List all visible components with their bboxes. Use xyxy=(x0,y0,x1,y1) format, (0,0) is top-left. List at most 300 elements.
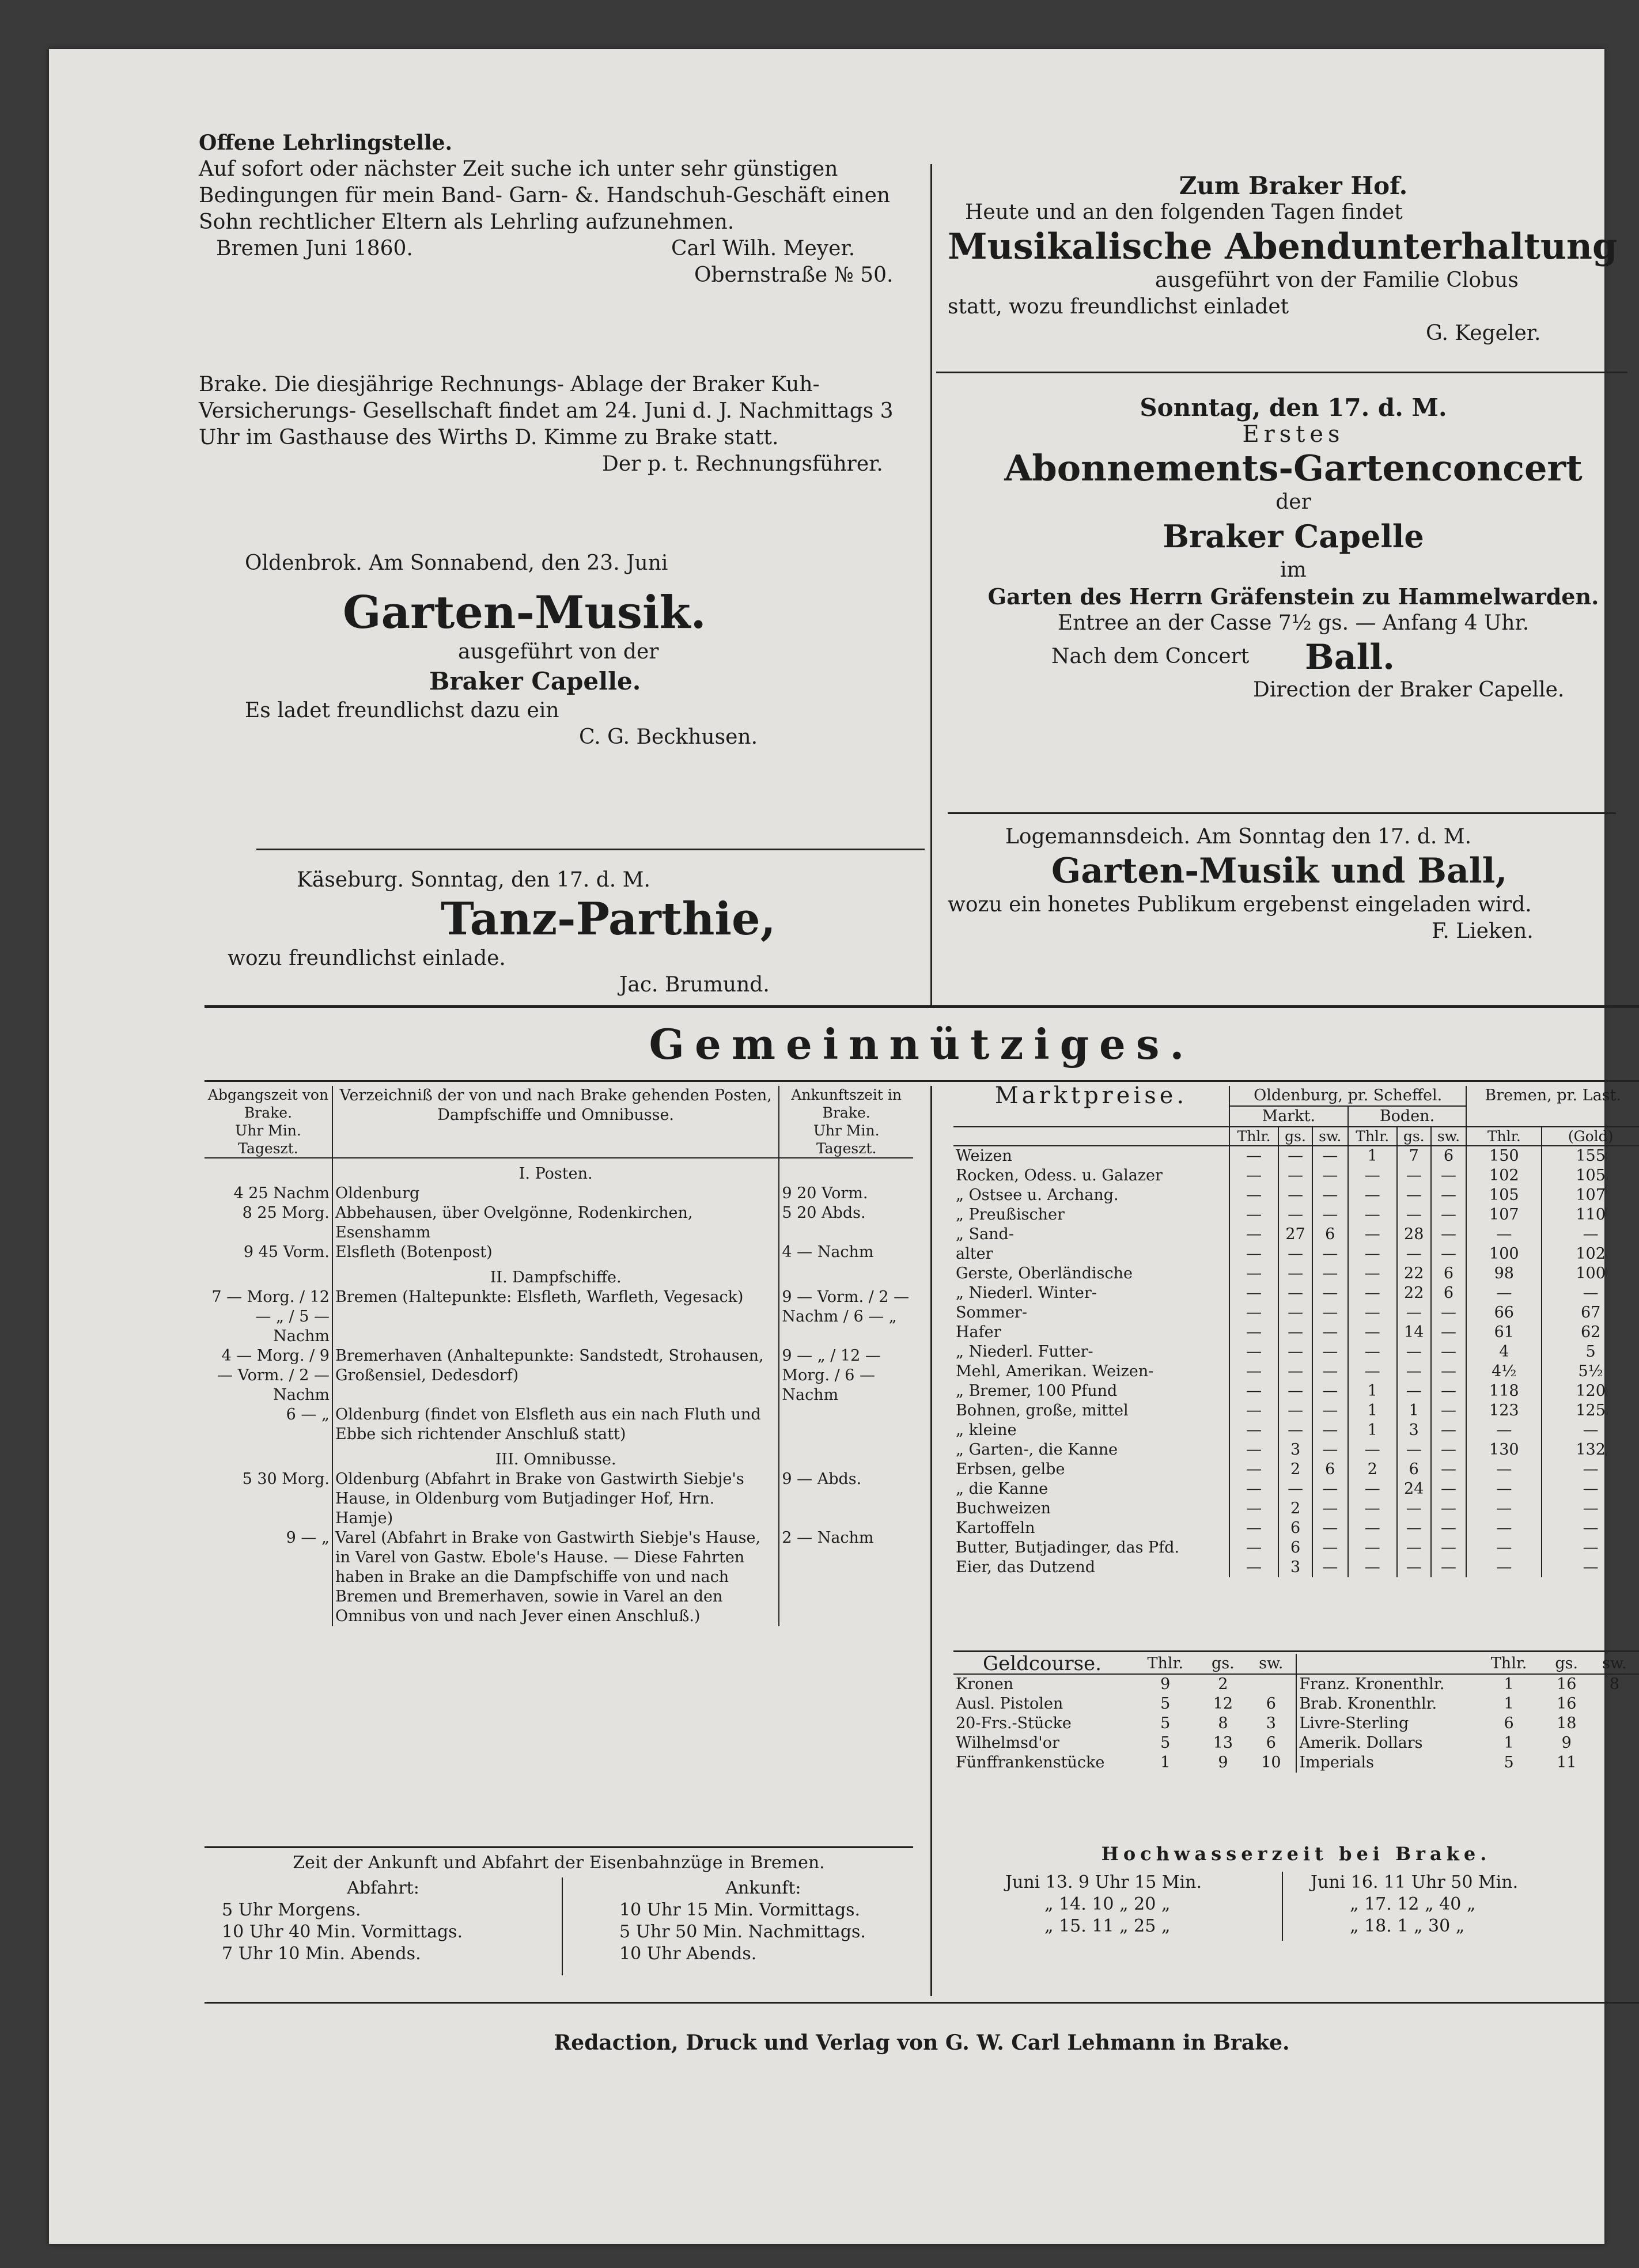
market-row xyxy=(953,1479,1639,1499)
market-value: — xyxy=(1229,1538,1278,1558)
market-row xyxy=(953,1225,1639,1244)
market-value: — xyxy=(1431,1342,1467,1362)
market-item-name: Mehl, Amerikan. Weizen- xyxy=(956,1362,1154,1380)
market-item-name: Rocken, Odess. u. Galazer xyxy=(956,1167,1163,1184)
market-value: 130 xyxy=(1466,1440,1542,1460)
hof-signature: G. Kegeler. xyxy=(1426,321,1541,345)
posten-arr: 4 — Nachm xyxy=(779,1243,913,1262)
money-value xyxy=(1590,1753,1639,1773)
market-value: — xyxy=(1397,1381,1431,1401)
market-value: — xyxy=(1348,1244,1397,1264)
market-value: — xyxy=(1278,1166,1312,1186)
market-value: — xyxy=(1431,1244,1467,1264)
money-row xyxy=(953,1733,1639,1753)
rule xyxy=(205,1080,1639,1082)
posten-route: Abbehausen, über Ovelgönne, Rodenkirchen, Esenshamm xyxy=(332,1203,779,1243)
market-value: — xyxy=(1348,1303,1397,1323)
braker-hof-ad xyxy=(948,173,1639,347)
money-body xyxy=(953,1674,1639,1773)
market-row xyxy=(953,1519,1639,1538)
market-value: 6 xyxy=(1431,1264,1467,1283)
market-value: — xyxy=(1542,1283,1639,1303)
market-value: — xyxy=(1312,1342,1348,1362)
market-item-name: Erbsen, gelbe xyxy=(956,1460,1065,1478)
money-value: 2 xyxy=(1218,1675,1228,1693)
money-value: 13 xyxy=(1213,1734,1233,1752)
money-value: 10 xyxy=(1261,1754,1281,1771)
logemann-signature: F. Lieken. xyxy=(1432,919,1534,943)
market-value: 22 xyxy=(1397,1283,1431,1303)
market-row xyxy=(953,1323,1639,1342)
tide-section xyxy=(953,1841,1639,1952)
posten-arr-header: Ankunftszeit in Brake. xyxy=(791,1086,902,1121)
market-value: — xyxy=(1312,1303,1348,1323)
posten-row xyxy=(205,1528,913,1626)
rule xyxy=(205,2002,1639,2004)
market-value: — xyxy=(1431,1205,1467,1225)
market-value: — xyxy=(1229,1146,1278,1166)
rail-title: Zeit der Ankunft und Abfahrt der Eisenbahnzüge in Bremen. xyxy=(293,1853,825,1873)
market-value: 4½ xyxy=(1466,1362,1542,1381)
market-value: — xyxy=(1312,1479,1348,1499)
money-header: gs. xyxy=(1543,1654,1590,1674)
market-row xyxy=(953,1186,1639,1205)
imprint: Redaction, Druck und Verlag von G. W. Carl Lehmann in Brake. xyxy=(554,2031,1290,2055)
market-row xyxy=(953,1362,1639,1381)
posten-section-row xyxy=(205,1444,913,1470)
posten-section-title: I. Posten. xyxy=(332,1158,779,1184)
market-value: — xyxy=(1348,1283,1397,1303)
market-value: 2 xyxy=(1348,1460,1397,1479)
market-value: — xyxy=(1397,1342,1431,1362)
brake-line: Uhr im Gasthause des Wirths D. Kimme zu Brake statt. xyxy=(199,426,779,449)
market-value: — xyxy=(1229,1440,1278,1460)
oldenbrok-title: Garten-Musik. xyxy=(343,586,706,639)
posten-dep: 4 25 Nachm xyxy=(233,1184,330,1202)
rail-arr: 5 Uhr 50 Min. Nachmittags. xyxy=(619,1922,866,1942)
market-value: 62 xyxy=(1542,1323,1639,1342)
market-item-name: Weizen xyxy=(956,1147,1012,1165)
market-value: — xyxy=(1431,1440,1467,1460)
market-value: — xyxy=(1229,1283,1278,1303)
market-value: 6 xyxy=(1431,1283,1467,1303)
market-value: — xyxy=(1312,1264,1348,1283)
market-value: 61 xyxy=(1466,1323,1542,1342)
money-header: Thlr. xyxy=(1131,1654,1200,1674)
divider xyxy=(948,812,1616,814)
money-value: 9 xyxy=(1160,1675,1171,1693)
market-value: — xyxy=(1542,1519,1639,1538)
market-value: — xyxy=(1542,1460,1639,1479)
market-item-name: Gerste, Oberländische xyxy=(956,1264,1133,1282)
market-value: 6 xyxy=(1278,1519,1312,1538)
market-value: — xyxy=(1229,1558,1278,1577)
posten-dep-header: Abgangszeit von Brake. xyxy=(207,1086,329,1121)
market-oldenburg-header: Oldenburg, pr. Scheffel. xyxy=(1229,1086,1466,1106)
market-row xyxy=(953,1264,1639,1283)
money-name: Imperials xyxy=(1296,1753,1474,1773)
concert-after: Nach dem Concert xyxy=(1051,645,1250,668)
posten-arr: 5 20 Abds. xyxy=(779,1203,913,1243)
market-value: — xyxy=(1312,1381,1348,1401)
rail-dep: 10 Uhr 40 Min. Vormittags. xyxy=(222,1922,463,1942)
rail-arr: 10 Uhr 15 Min. Vormittags. xyxy=(619,1900,861,1920)
posten-dep: 8 25 Morg. xyxy=(242,1204,330,1222)
market-value: — xyxy=(1431,1381,1467,1401)
market-value: — xyxy=(1312,1283,1348,1303)
market-value: — xyxy=(1431,1225,1467,1244)
market-subheader: sw. xyxy=(1431,1127,1467,1146)
market-value: — xyxy=(1278,1146,1312,1166)
oldenbrok-invite: Es ladet freundlichst dazu ein xyxy=(245,699,559,722)
money-header: Thlr. xyxy=(1474,1654,1543,1674)
market-row xyxy=(953,1166,1639,1186)
market-value: — xyxy=(1312,1166,1348,1186)
concert-im: im xyxy=(1280,558,1307,582)
apprentice-place-date: Bremen Juni 1860. xyxy=(216,237,413,260)
money-row xyxy=(953,1674,1639,1694)
posten-arr: 9 20 Vorm. xyxy=(779,1184,913,1203)
money-value: 5 xyxy=(1504,1754,1514,1771)
market-value: — xyxy=(1431,1519,1467,1538)
market-subheader: sw. xyxy=(1312,1127,1348,1146)
posten-section-title: III. Omnibusse. xyxy=(332,1444,779,1470)
market-value: — xyxy=(1278,1303,1312,1323)
market-value: 6 xyxy=(1312,1225,1348,1244)
money-value: 5 xyxy=(1160,1695,1171,1713)
market-item-name: „ Ostsee u. Archang. xyxy=(956,1186,1119,1204)
tide-left: Juni 13. 9 Uhr 15 Min. xyxy=(1005,1872,1202,1892)
rule-thick xyxy=(205,1005,1639,1008)
kaeseburg-signature: Jac. Brumund. xyxy=(619,973,770,997)
money-value: 16 xyxy=(1557,1695,1577,1713)
market-value: — xyxy=(1542,1225,1639,1244)
market-value: — xyxy=(1312,1401,1348,1421)
market-row xyxy=(953,1440,1639,1460)
market-value: — xyxy=(1312,1519,1348,1538)
market-item-name: Bohnen, große, mittel xyxy=(956,1402,1129,1419)
market-value: 155 xyxy=(1542,1146,1639,1166)
market-value: — xyxy=(1229,1166,1278,1186)
market-value: — xyxy=(1312,1205,1348,1225)
brake-notice xyxy=(199,372,925,478)
money-value: 8 xyxy=(1218,1714,1228,1732)
market-value: — xyxy=(1278,1244,1312,1264)
market-subheader: gs. xyxy=(1397,1127,1431,1146)
market-subheader: Thlr. xyxy=(1466,1127,1542,1146)
posten-row xyxy=(205,1243,913,1262)
market-value: 6 xyxy=(1431,1146,1467,1166)
hof-line: statt, wozu freundlichst einladet xyxy=(948,295,1289,319)
posten-row xyxy=(205,1288,913,1346)
money-value: 16 xyxy=(1557,1675,1577,1693)
market-value: — xyxy=(1278,1479,1312,1499)
money-value: 1 xyxy=(1160,1754,1171,1771)
logemann-title: Garten-Musik und Ball, xyxy=(1051,851,1508,891)
money-value xyxy=(1246,1674,1296,1694)
market-value: — xyxy=(1466,1479,1542,1499)
market-value: — xyxy=(1431,1323,1467,1342)
money-name: Kronen xyxy=(956,1675,1014,1693)
posten-dep: 9 — „ xyxy=(286,1529,330,1547)
market-value: — xyxy=(1431,1362,1467,1381)
oldenbrok-by: ausgeführt von der xyxy=(458,640,659,664)
money-name: Wilhelmsd'or xyxy=(956,1734,1059,1752)
market-value: 6 xyxy=(1278,1538,1312,1558)
market-item-name: „ kleine xyxy=(956,1421,1017,1439)
market-value: 102 xyxy=(1466,1166,1542,1186)
market-row xyxy=(953,1460,1639,1479)
market-value: — xyxy=(1229,1460,1278,1479)
posten-table xyxy=(205,1086,913,1626)
market-value: — xyxy=(1312,1186,1348,1205)
posten-row xyxy=(205,1203,913,1243)
tide-right: Juni 16. 11 Uhr 50 Min. xyxy=(1311,1872,1519,1892)
money-header: sw. xyxy=(1590,1654,1639,1674)
money-name: Ausl. Pistolen xyxy=(956,1695,1063,1713)
posten-body xyxy=(205,1158,913,1626)
market-item-name: „ Bremer, 100 Pfund xyxy=(956,1382,1118,1400)
money-value: 9 xyxy=(1561,1734,1572,1752)
market-value: — xyxy=(1397,1519,1431,1538)
apprentice-heading: Offene Lehrlingstelle. xyxy=(199,131,453,155)
money-value: 12 xyxy=(1213,1695,1233,1713)
market-value: — xyxy=(1278,1381,1312,1401)
market-subheader-row xyxy=(953,1127,1639,1146)
market-value: 105 xyxy=(1466,1186,1542,1205)
concert-title: Abonnements-Gartenconcert xyxy=(1004,447,1583,489)
posten-mid-header: Verzeichniß der von und nach Brake gehenden Posten, Dampfschiffe und Omnibusse. xyxy=(332,1086,779,1158)
market-value: 27 xyxy=(1278,1225,1312,1244)
market-value: 5½ xyxy=(1542,1362,1639,1381)
market-value: — xyxy=(1229,1225,1278,1244)
posten-arr-subheader: Uhr Min. Tageszt. xyxy=(813,1122,880,1157)
market-value: — xyxy=(1348,1186,1397,1205)
posten-route: Oldenburg (findet von Elsfleth aus ein nach Fluth und Ebbe sich richtender Anschluß statt) xyxy=(332,1405,779,1444)
market-item-name: alter xyxy=(956,1245,993,1263)
posten-dep: 4 — Morg. / 9 — Vorm. / 2 — Nachm xyxy=(217,1347,330,1404)
market-row xyxy=(953,1381,1639,1401)
market-value: 107 xyxy=(1542,1186,1639,1205)
market-value: — xyxy=(1542,1538,1639,1558)
market-markt-header: Markt. xyxy=(1229,1106,1348,1127)
posten-route: Elsfleth (Botenpost) xyxy=(332,1243,779,1262)
market-value: — xyxy=(1397,1499,1431,1519)
market-value: 118 xyxy=(1466,1381,1542,1401)
market-value: — xyxy=(1348,1499,1397,1519)
market-item-name: „ Niederl. Futter- xyxy=(956,1343,1093,1361)
market-value: — xyxy=(1397,1303,1431,1323)
market-value: 5 xyxy=(1542,1342,1639,1362)
divider xyxy=(256,849,925,850)
market-value: — xyxy=(1397,1558,1431,1577)
money-name: Livre-Sterling xyxy=(1296,1714,1474,1733)
money-name: 20-Frs.-Stücke xyxy=(956,1714,1072,1732)
money-name: Brab. Kronenthlr. xyxy=(1296,1694,1474,1714)
posten-arr: 9 — Vorm. / 2 — Nachm / 6 — „ xyxy=(779,1288,913,1346)
money-value xyxy=(1590,1694,1639,1714)
rail-dep: 5 Uhr Morgens. xyxy=(222,1900,361,1920)
market-value: 7 xyxy=(1397,1146,1431,1166)
market-value: 2 xyxy=(1278,1499,1312,1519)
market-value: — xyxy=(1348,1323,1397,1342)
market-value: — xyxy=(1312,1499,1348,1519)
market-value: — xyxy=(1431,1401,1467,1421)
market-value: — xyxy=(1348,1440,1397,1460)
market-value: — xyxy=(1542,1479,1639,1499)
market-value: 3 xyxy=(1397,1421,1431,1440)
market-value: 6 xyxy=(1312,1460,1348,1479)
rail-dep-header: Abfahrt: xyxy=(347,1878,419,1898)
market-value: — xyxy=(1542,1558,1639,1577)
market-value: — xyxy=(1278,1421,1312,1440)
market-value: — xyxy=(1312,1146,1348,1166)
market-value: — xyxy=(1348,1205,1397,1225)
newspaper-page xyxy=(49,49,1627,2244)
market-value: — xyxy=(1312,1323,1348,1342)
market-value: — xyxy=(1278,1342,1312,1362)
market-value: — xyxy=(1348,1166,1397,1186)
market-value: — xyxy=(1229,1264,1278,1283)
money-row xyxy=(953,1753,1639,1773)
money-title: Geldcourse. xyxy=(953,1654,1131,1674)
money-value: 5 xyxy=(1160,1734,1171,1752)
market-value: 66 xyxy=(1466,1303,1542,1323)
market-value: — xyxy=(1466,1519,1542,1538)
apprentice-address: Obernstraße № 50. xyxy=(694,263,894,287)
market-value: 24 xyxy=(1397,1479,1431,1499)
market-value: — xyxy=(1312,1421,1348,1440)
market-item-name: Sommer- xyxy=(956,1304,1027,1322)
market-value: 123 xyxy=(1466,1401,1542,1421)
market-value: 100 xyxy=(1466,1244,1542,1264)
market-value: — xyxy=(1229,1205,1278,1225)
market-value: 6 xyxy=(1397,1460,1431,1479)
market-value: 100 xyxy=(1542,1264,1639,1283)
apprentice-signature: Carl Wilh. Meyer. xyxy=(671,237,856,260)
posten-dep: 5 30 Morg. xyxy=(242,1470,330,1488)
hof-line: Heute und an den folgenden Tagen findet xyxy=(965,200,1403,224)
concert-first: Erstes xyxy=(1242,421,1345,448)
market-value: — xyxy=(1431,1558,1467,1577)
money-value xyxy=(1590,1733,1639,1753)
garden-concert-ad xyxy=(948,395,1639,703)
market-value: 1 xyxy=(1348,1421,1397,1440)
market-value: — xyxy=(1229,1303,1278,1323)
concert-entry: Entree an der Casse 7½ gs. — Anfang 4 Uhr. xyxy=(1057,611,1530,635)
market-row xyxy=(953,1146,1639,1166)
market-value: 1 xyxy=(1397,1401,1431,1421)
concert-direction: Direction der Braker Capelle. xyxy=(1253,678,1565,702)
market-value: — xyxy=(1431,1538,1467,1558)
posten-row xyxy=(205,1470,913,1528)
money-value: 11 xyxy=(1557,1754,1577,1771)
market-row xyxy=(953,1558,1639,1577)
money-header: sw. xyxy=(1246,1654,1296,1674)
market-item-name: Hafer xyxy=(956,1323,1001,1341)
market-item-name: „ Preußischer xyxy=(956,1206,1065,1224)
market-value: — xyxy=(1278,1283,1312,1303)
market-value: 14 xyxy=(1397,1323,1431,1342)
market-value: — xyxy=(1229,1342,1278,1362)
apprentice-line: Sohn rechtlicher Eltern als Lehrling aufzunehmen. xyxy=(199,210,735,234)
market-value: — xyxy=(1348,1225,1397,1244)
market-value: 4 xyxy=(1466,1342,1542,1362)
posten-arr: 2 — Nachm xyxy=(779,1528,913,1626)
market-subheader: gs. xyxy=(1278,1127,1312,1146)
posten-route: Oldenburg xyxy=(332,1184,779,1203)
money-value: 1 xyxy=(1504,1695,1514,1713)
oldenbrok-band: Braker Capelle. xyxy=(429,667,641,695)
market-value: 120 xyxy=(1542,1381,1639,1401)
money-value: 1 xyxy=(1504,1675,1514,1693)
market-value: 3 xyxy=(1278,1558,1312,1577)
market-value: — xyxy=(1431,1460,1467,1479)
market-item-name: Eier, das Dutzend xyxy=(956,1558,1096,1576)
kaeseburg-date: Käseburg. Sonntag, den 17. d. M. xyxy=(297,868,650,892)
market-value: — xyxy=(1278,1401,1312,1421)
market-value: — xyxy=(1348,1362,1397,1381)
market-value: 22 xyxy=(1397,1264,1431,1283)
money-name: Amerik. Dollars xyxy=(1296,1733,1474,1753)
money-value: 8 xyxy=(1609,1675,1619,1693)
posten-section-title: II. Dampfschiffe. xyxy=(332,1262,779,1288)
market-value: 107 xyxy=(1466,1205,1542,1225)
apprentice-line: Auf sofort oder nächster Zeit suche ich unter sehr günstigen xyxy=(199,157,838,181)
market-value: 1 xyxy=(1348,1401,1397,1421)
kaeseburg-title: Tanz-Parthie, xyxy=(441,893,776,945)
market-value: — xyxy=(1229,1401,1278,1421)
market-value: 1 xyxy=(1348,1381,1397,1401)
divider xyxy=(936,372,1627,373)
market-value: — xyxy=(1229,1323,1278,1342)
posten-dep: 6 — „ xyxy=(286,1406,330,1423)
market-value: — xyxy=(1229,1499,1278,1519)
market-value: — xyxy=(1312,1558,1348,1577)
market-value: — xyxy=(1278,1205,1312,1225)
market-value: — xyxy=(1229,1421,1278,1440)
rail-dep: 7 Uhr 10 Min. Abends. xyxy=(222,1944,421,1964)
posten-row xyxy=(205,1405,913,1444)
posten-dep: 9 45 Vorm. xyxy=(243,1243,330,1261)
market-row xyxy=(953,1283,1639,1303)
market-value: 3 xyxy=(1278,1440,1312,1460)
market-value: — xyxy=(1466,1421,1542,1440)
market-value: — xyxy=(1397,1166,1431,1186)
posten-dep-subheader: Uhr Min. Tageszt. xyxy=(235,1122,301,1157)
money-value: 6 xyxy=(1504,1714,1514,1732)
logemann-ad xyxy=(948,824,1639,945)
market-value: — xyxy=(1431,1479,1467,1499)
money-name: Fünffrankenstücke xyxy=(956,1754,1105,1771)
market-value: 125 xyxy=(1542,1401,1639,1421)
money-value: 1 xyxy=(1504,1734,1514,1752)
market-value: — xyxy=(1278,1186,1312,1205)
market-value: — xyxy=(1229,1186,1278,1205)
money-value: 9 xyxy=(1218,1754,1228,1771)
market-row xyxy=(953,1244,1639,1264)
market-subheader: Thlr. xyxy=(1229,1127,1278,1146)
posten-section-row xyxy=(205,1158,913,1184)
market-value: — xyxy=(1348,1342,1397,1362)
market-row xyxy=(953,1499,1639,1519)
market-value: — xyxy=(1397,1440,1431,1460)
concert-band: Braker Capelle xyxy=(1163,518,1424,555)
market-item-name: „ Sand- xyxy=(956,1225,1014,1243)
market-value: — xyxy=(1431,1166,1467,1186)
market-row xyxy=(953,1401,1639,1421)
gemein-title: Gemeinnütziges. xyxy=(649,1020,1195,1069)
